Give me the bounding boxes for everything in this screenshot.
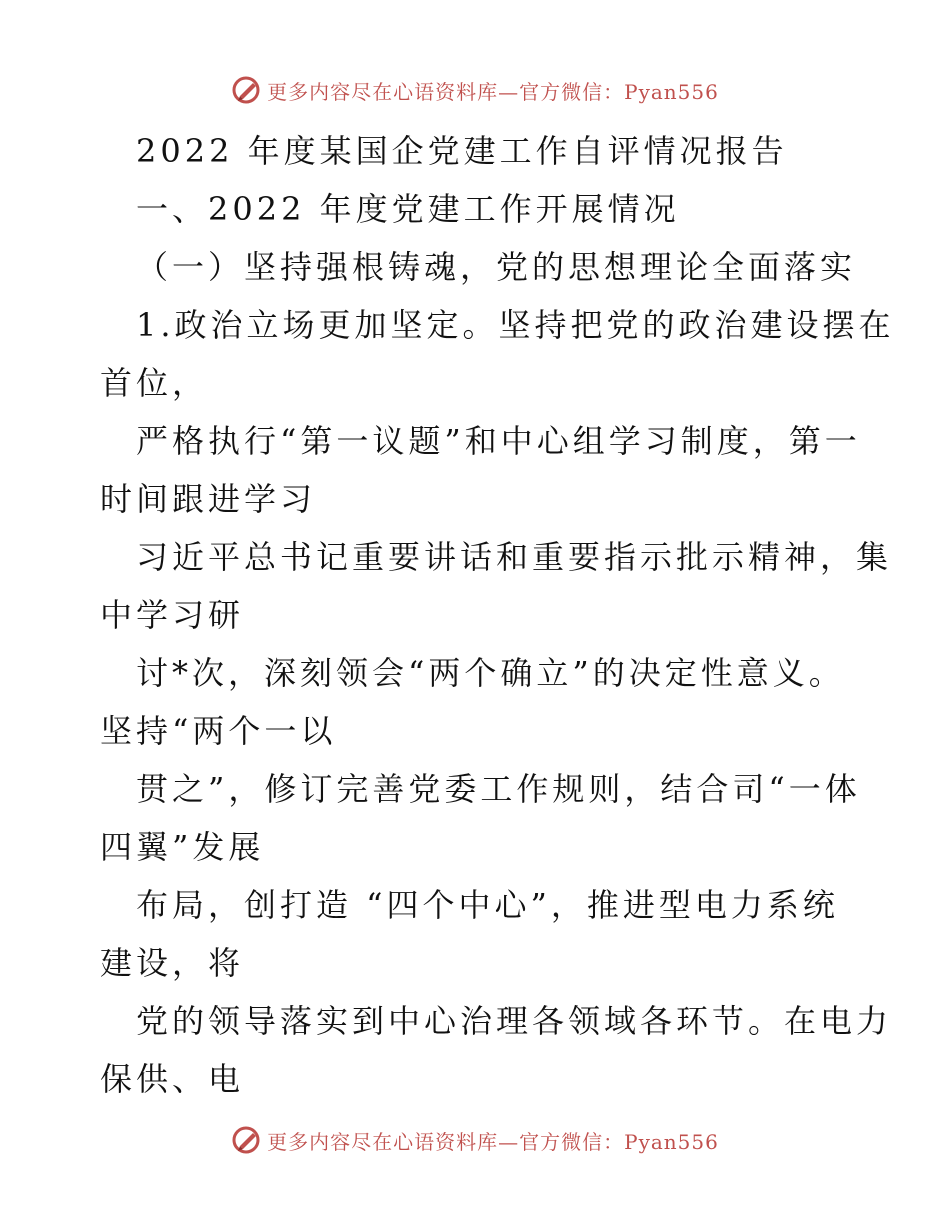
document-line: 贯之”，修订完善党委工作规则，结合司“一体 xyxy=(136,770,861,808)
watermark-text: 更多内容尽在心语资料库—官方微信：Pyan556 xyxy=(267,1129,719,1154)
document-line: 时间跟进学习 xyxy=(100,480,317,518)
document-line: 习近平总书记重要讲话和重要指示批示精神，集 xyxy=(136,538,893,576)
document-body xyxy=(100,122,895,1108)
document-line: 布局，创打造 “四个中心”，推进型电力系统 xyxy=(136,886,839,924)
document-line: （一）坚持强根铸魂，党的思想理论全面落实 xyxy=(136,248,857,286)
document-line: 坚持“两个一以 xyxy=(100,712,337,750)
document-line: 党的领导落实到中心治理各领域各环节。在电力 xyxy=(136,1002,893,1040)
document-line: 中学习研 xyxy=(100,596,245,634)
document-line: 严格执行“第一议题”和中心组学习制度，第一 xyxy=(136,422,861,460)
pen-logo-icon xyxy=(231,74,263,106)
document-line: 四翼”发展 xyxy=(100,828,265,866)
watermark-header xyxy=(0,70,950,110)
document-line: 2022 年度某国企党建工作自评情况报告 xyxy=(136,132,788,170)
pen-logo-icon xyxy=(231,1124,263,1156)
document-line: 1.政治立场更加坚定。坚持把党的政治建设摆在 xyxy=(136,306,895,344)
watermark-text: 更多内容尽在心语资料库—官方微信：Pyan556 xyxy=(267,79,719,104)
document-line: 首位， xyxy=(100,364,209,402)
document-line: 建设，将 xyxy=(100,944,245,982)
watermark-footer xyxy=(0,1120,950,1160)
document-line: 讨*次，深刻领会“两个确立”的决定性意义。 xyxy=(136,654,845,692)
document-line: 一、2022 年度党建工作开展情况 xyxy=(136,190,680,228)
document-line: 保供、电 xyxy=(100,1060,245,1098)
